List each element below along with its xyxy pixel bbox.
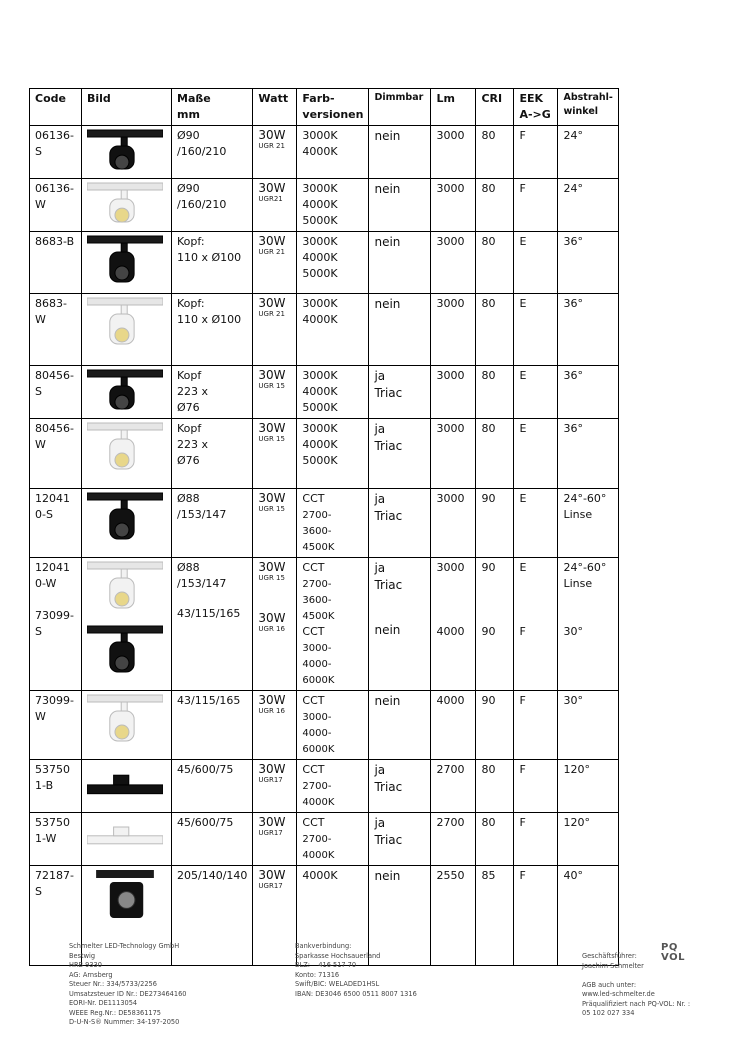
cell-lm: 3000: [431, 366, 476, 419]
cell-winkel: 36°: [558, 294, 618, 366]
table-row: [30, 419, 619, 489]
cell-lm: 3000: [431, 489, 476, 558]
cell-bild: [82, 691, 172, 760]
product-image: [87, 128, 163, 175]
header-watt: Watt: [253, 89, 297, 126]
cell-farb: CCT 2700- 3600- 4500K CCT 3000- 4000- 6000K: [297, 558, 369, 691]
cell-cri: 80: [476, 126, 514, 179]
cell-masse: 45/600/75: [172, 813, 253, 866]
cell-lm: 3000 4000: [431, 558, 476, 691]
product-image: [87, 868, 163, 928]
cell-masse: Kopf: 110 x Ø100: [172, 294, 253, 366]
product-image: [87, 815, 163, 855]
table-row: [30, 294, 619, 366]
cell-eek: F: [514, 813, 558, 866]
cell-lm: 3000: [431, 232, 476, 294]
cell-watt: 30W UGR 16: [253, 691, 297, 760]
cell-winkel: 36°: [558, 232, 618, 294]
cell-dimmbar: nein: [369, 179, 431, 232]
cell-code: 8683-W: [30, 294, 82, 366]
cell-farb: 3000K 4000K 5000K: [297, 179, 369, 232]
cell-code: 537501-B: [30, 760, 82, 813]
cell-bild: [82, 558, 172, 691]
cell-masse: Ø88 /153/147 43/115/165: [172, 558, 253, 691]
cell-winkel: 30°: [558, 691, 618, 760]
cell-eek: F: [514, 691, 558, 760]
cell-masse: Ø90 /160/210: [172, 126, 253, 179]
header-row: [30, 89, 619, 126]
cell-watt: 30W UGR 21: [253, 294, 297, 366]
product-image: [87, 181, 163, 228]
cell-dimmbar: ja Triac: [369, 419, 431, 489]
cell-lm: 2550: [431, 866, 476, 966]
cell-masse: Kopf 223 x Ø76: [172, 419, 253, 489]
cell-winkel: 36°: [558, 366, 618, 419]
cell-farb: CCT 2700- 4000K: [297, 813, 369, 866]
cell-dimmbar: ja Triac: [369, 366, 431, 419]
table-row: [30, 179, 619, 232]
cell-code: 73099-W: [30, 691, 82, 760]
header-cri: CRI: [476, 89, 514, 126]
cell-winkel: 24°: [558, 179, 618, 232]
cell-bild: [82, 366, 172, 419]
pq-vol-logo: PQ VOL: [661, 942, 685, 963]
cell-farb: 3000K 4000K 5000K: [297, 366, 369, 419]
footer-bank: Bankverbindung: Sparkasse Hochsauerland BLZ: 416 517 70 Konto: 71316 Swift/BIC: WELADED1HSL IBAN: DE3046 6500 0511 8007 1316: [295, 942, 417, 998]
cell-watt: 30W UGR17: [253, 813, 297, 866]
cell-cri: 80: [476, 813, 514, 866]
cell-cri: 80: [476, 366, 514, 419]
cell-bild: [82, 760, 172, 813]
cell-masse: Kopf: 110 x Ø100: [172, 232, 253, 294]
table-row: [30, 126, 619, 179]
product-image: [87, 762, 163, 806]
header-code: Code: [30, 89, 82, 126]
cell-farb: CCT 2700- 4000K: [297, 760, 369, 813]
cell-dimmbar: nein: [369, 691, 431, 760]
cell-masse: 205/140/140: [172, 866, 253, 966]
header-eek: EEK A->G: [514, 89, 558, 126]
cell-eek: E: [514, 232, 558, 294]
cell-eek: E: [514, 294, 558, 366]
cell-cri: 90 90: [476, 558, 514, 691]
cell-lm: 3000: [431, 179, 476, 232]
header-abstrahl: Abstrahl- winkel: [558, 89, 618, 126]
header-masse: Maße mm: [172, 89, 253, 126]
cell-winkel: 24°: [558, 126, 618, 179]
cell-code: 80456-S: [30, 366, 82, 419]
footer-company: Schmelter LED-Technology GmbH Bestwig HRB 9330 AG: Arnsberg Steuer Nr.: 334/5733/2256 Umsatzsteuer ID Nr.: DE273464160 EORI-Nr. DE1113054 WEEE Reg.Nr.: DE58361175 D-U-N-S® Nummer: 34-197-2050: [69, 942, 187, 1026]
cell-farb: CCT 3000- 4000- 6000K: [297, 691, 369, 760]
cell-lm: 3000: [431, 126, 476, 179]
cell-farb: 3000K 4000K 5000K: [297, 232, 369, 294]
cell-cri: 80: [476, 294, 514, 366]
cell-watt: 30W UGR 15 30W UGR 16: [253, 558, 297, 691]
product-table: [29, 88, 619, 966]
cell-dimmbar: nein: [369, 866, 431, 966]
product-image: [87, 560, 163, 618]
cell-cri: 80: [476, 419, 514, 489]
cell-farb: 3000K 4000K: [297, 294, 369, 366]
cell-bild: [82, 813, 172, 866]
footer-manager: Geschäftsführer: Joachim Schmelter AGB auch unter: www.led-schmelter.de Präqualifiziert nach PQ-VOL: Nr. : 05 102 027 334: [582, 952, 691, 1017]
cell-bild: [82, 232, 172, 294]
cell-dimmbar: ja Triac nein: [369, 558, 431, 691]
cell-winkel: 36°: [558, 419, 618, 489]
cell-cri: 80: [476, 179, 514, 232]
header-lm: Lm: [431, 89, 476, 126]
cell-watt: 30W UGR 21: [253, 232, 297, 294]
cell-dimmbar: ja Triac: [369, 760, 431, 813]
cell-masse: Ø88 /153/147: [172, 489, 253, 558]
cell-code: 8683-B: [30, 232, 82, 294]
cell-cri: 80: [476, 760, 514, 813]
cell-lm: 2700: [431, 813, 476, 866]
footer: [0, 942, 745, 1053]
table-row: [30, 558, 619, 691]
table-row: [30, 366, 619, 419]
cell-eek: E: [514, 366, 558, 419]
cell-watt: 30W UGR 15: [253, 419, 297, 489]
cell-eek: E F: [514, 558, 558, 691]
cell-code: 120410-W 73099-S: [30, 558, 82, 691]
cell-cri: 85: [476, 866, 514, 966]
cell-code: 80456-W: [30, 419, 82, 489]
cell-eek: F: [514, 866, 558, 966]
cell-masse: Ø90 /160/210: [172, 179, 253, 232]
cell-eek: F: [514, 179, 558, 232]
cell-dimmbar: ja Triac: [369, 489, 431, 558]
cell-eek: F: [514, 760, 558, 813]
cell-winkel: 40°: [558, 866, 618, 966]
cell-watt: 30W UGR17: [253, 866, 297, 966]
cell-watt: 30W UGR21: [253, 179, 297, 232]
cell-dimmbar: ja Triac: [369, 813, 431, 866]
cell-bild: [82, 489, 172, 558]
cell-farb: CCT 2700- 3600- 4500K: [297, 489, 369, 558]
cell-code: 120410-S: [30, 489, 82, 558]
cell-winkel: 120°: [558, 813, 618, 866]
cell-bild: [82, 126, 172, 179]
cell-farb: 4000K: [297, 866, 369, 966]
cell-eek: E: [514, 419, 558, 489]
cell-dimmbar: nein: [369, 294, 431, 366]
cell-dimmbar: nein: [369, 232, 431, 294]
product-image: [87, 296, 163, 356]
cell-masse: 45/600/75: [172, 760, 253, 813]
cell-watt: 30W UGR17: [253, 760, 297, 813]
product-image: [87, 491, 163, 550]
cell-farb: 3000K 4000K: [297, 126, 369, 179]
cell-lm: 4000: [431, 691, 476, 760]
cell-lm: 2700: [431, 760, 476, 813]
cell-code: 06136-W: [30, 179, 82, 232]
cell-winkel: 24°-60° Linse: [558, 489, 618, 558]
table-row: [30, 813, 619, 866]
cell-dimmbar: nein: [369, 126, 431, 179]
header-farb: Farb- versionen: [297, 89, 369, 126]
cell-watt: 30W UGR 15: [253, 366, 297, 419]
product-image: [87, 234, 163, 290]
cell-bild: [82, 294, 172, 366]
cell-cri: 90: [476, 691, 514, 760]
product-image: [87, 368, 163, 415]
table-row: [30, 760, 619, 813]
cell-bild: [82, 179, 172, 232]
cell-winkel: 120°: [558, 760, 618, 813]
cell-bild: [82, 419, 172, 489]
table-row: [30, 691, 619, 760]
table-row: [30, 489, 619, 558]
cell-code: 72187-S: [30, 866, 82, 966]
header-bild: Bild: [82, 89, 172, 126]
product-image: [87, 421, 163, 481]
table-row: [30, 232, 619, 294]
cell-masse: 43/115/165: [172, 691, 253, 760]
cell-winkel: 24°-60° Linse 30°: [558, 558, 618, 691]
header-dimmbar: Dimmbar: [369, 89, 431, 126]
cell-cri: 90: [476, 489, 514, 558]
cell-eek: E: [514, 489, 558, 558]
product-image: [87, 624, 163, 682]
cell-watt: 30W UGR 15: [253, 489, 297, 558]
cell-lm: 3000: [431, 294, 476, 366]
cell-code: 06136-S: [30, 126, 82, 179]
cell-eek: F: [514, 126, 558, 179]
cell-lm: 3000: [431, 419, 476, 489]
cell-watt: 30W UGR 21: [253, 126, 297, 179]
cell-cri: 80: [476, 232, 514, 294]
cell-masse: Kopf 223 x Ø76: [172, 366, 253, 419]
product-image: [87, 693, 163, 753]
cell-farb: 3000K 4000K 5000K: [297, 419, 369, 489]
cell-code: 537501-W: [30, 813, 82, 866]
